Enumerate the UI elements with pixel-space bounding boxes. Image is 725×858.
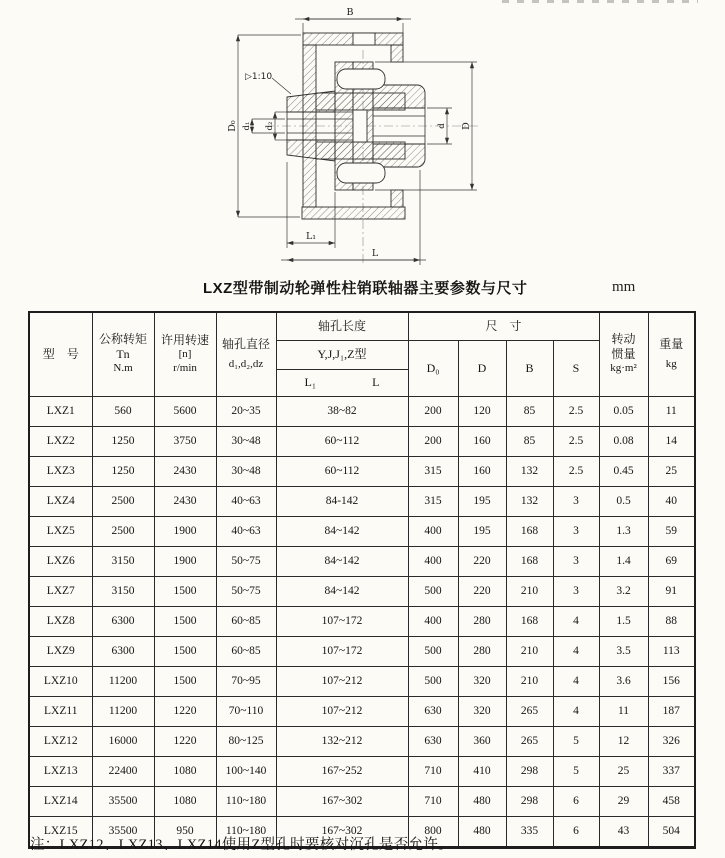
cell-B: 85 bbox=[506, 396, 553, 426]
cell-inertia: 3.6 bbox=[599, 666, 648, 696]
cell-speed: 2430 bbox=[154, 486, 216, 516]
cell-B: 335 bbox=[506, 816, 553, 847]
cell-D0: 400 bbox=[408, 606, 458, 636]
cell-torque: 3150 bbox=[92, 546, 154, 576]
cell-length: 167~302 bbox=[276, 786, 408, 816]
table-row bbox=[29, 456, 695, 486]
header-speed: 许用转速 [n] r/min bbox=[154, 312, 216, 396]
footnote: 注：LXZ12、LXZ13、LXZ14使用Z型孔时要核对沉孔是否允许。 bbox=[30, 837, 453, 853]
cell-bore: 50~75 bbox=[216, 576, 276, 606]
cell-D: 480 bbox=[458, 786, 506, 816]
cell-B: 298 bbox=[506, 756, 553, 786]
header-bore-length-types: Y,J,J₁,Z型 bbox=[276, 340, 408, 369]
table-row bbox=[29, 756, 695, 786]
elastic-pin-top bbox=[337, 69, 385, 89]
cell-bore: 40~63 bbox=[216, 486, 276, 516]
table-header bbox=[29, 312, 695, 396]
cell-D: 195 bbox=[458, 516, 506, 546]
cell-weight: 458 bbox=[648, 786, 695, 816]
cell-speed: 1500 bbox=[154, 576, 216, 606]
cell-torque: 22400 bbox=[92, 756, 154, 786]
table-row bbox=[29, 666, 695, 696]
cell-speed: 1500 bbox=[154, 606, 216, 636]
cell-D: 320 bbox=[458, 696, 506, 726]
cell-bore: 60~85 bbox=[216, 636, 276, 666]
table-row bbox=[29, 606, 695, 636]
cell-B: 210 bbox=[506, 666, 553, 696]
table-row bbox=[29, 576, 695, 606]
cell-speed: 1900 bbox=[154, 516, 216, 546]
cell-bore: 70~110 bbox=[216, 696, 276, 726]
cell-speed: 1500 bbox=[154, 636, 216, 666]
cell-model: LXZ11 bbox=[29, 696, 92, 726]
cell-weight: 69 bbox=[648, 546, 695, 576]
cell-weight: 88 bbox=[648, 606, 695, 636]
cell-speed: 3750 bbox=[154, 426, 216, 456]
coupling-cross-section-drawing bbox=[225, 0, 485, 272]
cell-B: 132 bbox=[506, 486, 553, 516]
cell-S: 4 bbox=[553, 666, 599, 696]
cell-inertia: 3.2 bbox=[599, 576, 648, 606]
cell-length: 132~212 bbox=[276, 726, 408, 756]
cell-D: 280 bbox=[458, 606, 506, 636]
cell-S: 3 bbox=[553, 486, 599, 516]
cell-D: 220 bbox=[458, 546, 506, 576]
cell-B: 265 bbox=[506, 726, 553, 756]
unit-label: mm bbox=[612, 279, 636, 295]
cell-inertia: 0.05 bbox=[599, 396, 648, 426]
table-row bbox=[29, 696, 695, 726]
cell-torque: 6300 bbox=[92, 606, 154, 636]
cell-D0: 710 bbox=[408, 756, 458, 786]
header-D: D bbox=[458, 340, 506, 396]
table-row bbox=[29, 786, 695, 816]
cell-S: 4 bbox=[553, 636, 599, 666]
cell-torque: 2500 bbox=[92, 516, 154, 546]
cell-inertia: 1.4 bbox=[599, 546, 648, 576]
header-L1-L bbox=[276, 369, 408, 396]
cell-length: 84~142 bbox=[276, 516, 408, 546]
dim-label-D0: D₀ bbox=[227, 120, 238, 132]
cell-model: LXZ3 bbox=[29, 456, 92, 486]
cell-B: 168 bbox=[506, 516, 553, 546]
cell-inertia: 29 bbox=[599, 786, 648, 816]
cell-D0: 500 bbox=[408, 576, 458, 606]
cell-bore: 110~180 bbox=[216, 786, 276, 816]
cell-D0: 400 bbox=[408, 546, 458, 576]
cell-inertia: 1.5 bbox=[599, 606, 648, 636]
cell-model: LXZ1 bbox=[29, 396, 92, 426]
taper-label: ▷1:10 bbox=[245, 72, 273, 82]
cell-weight: 25 bbox=[648, 456, 695, 486]
cell-D0: 500 bbox=[408, 636, 458, 666]
cell-length: 38~82 bbox=[276, 396, 408, 426]
header-B: B bbox=[506, 340, 553, 396]
cell-weight: 337 bbox=[648, 756, 695, 786]
cell-speed: 1080 bbox=[154, 756, 216, 786]
cell-inertia: 12 bbox=[599, 726, 648, 756]
cell-speed: 5600 bbox=[154, 396, 216, 426]
table-row bbox=[29, 546, 695, 576]
cell-B: 210 bbox=[506, 636, 553, 666]
cell-D: 480 bbox=[458, 816, 506, 847]
cell-model: LXZ9 bbox=[29, 636, 92, 666]
dim-label-d1: d₁ bbox=[242, 121, 252, 131]
table-row bbox=[29, 486, 695, 516]
cell-bore: 70~95 bbox=[216, 666, 276, 696]
cell-bore: 80~125 bbox=[216, 726, 276, 756]
cell-weight: 187 bbox=[648, 696, 695, 726]
cell-bore: 30~48 bbox=[216, 426, 276, 456]
cell-B: 298 bbox=[506, 786, 553, 816]
cell-D0: 315 bbox=[408, 456, 458, 486]
cell-torque: 560 bbox=[92, 396, 154, 426]
cell-S: 3 bbox=[553, 516, 599, 546]
header-model: 型 号 bbox=[29, 312, 92, 396]
cell-D0: 630 bbox=[408, 726, 458, 756]
cell-bore: 60~85 bbox=[216, 606, 276, 636]
cell-torque: 35500 bbox=[92, 816, 154, 847]
cell-model: LXZ8 bbox=[29, 606, 92, 636]
cell-B: 132 bbox=[506, 456, 553, 486]
header-L1: L₁ bbox=[304, 375, 317, 389]
dim-label-d: d bbox=[437, 123, 447, 129]
cell-torque: 11200 bbox=[92, 696, 154, 726]
elastic-pin-bottom bbox=[337, 163, 385, 183]
cell-weight: 91 bbox=[648, 576, 695, 606]
cell-inertia: 0.5 bbox=[599, 486, 648, 516]
cell-length: 60~112 bbox=[276, 456, 408, 486]
cell-weight: 156 bbox=[648, 666, 695, 696]
cell-speed: 1220 bbox=[154, 696, 216, 726]
cell-inertia: 3.5 bbox=[599, 636, 648, 666]
cell-D: 280 bbox=[458, 636, 506, 666]
cell-S: 2.5 bbox=[553, 426, 599, 456]
cell-D0: 630 bbox=[408, 696, 458, 726]
cell-weight: 113 bbox=[648, 636, 695, 666]
cell-speed: 1080 bbox=[154, 786, 216, 816]
cell-inertia: 43 bbox=[599, 816, 648, 847]
cell-length: 84~142 bbox=[276, 546, 408, 576]
cell-length: 167~252 bbox=[276, 756, 408, 786]
cell-S: 2.5 bbox=[553, 396, 599, 426]
cell-model: LXZ13 bbox=[29, 756, 92, 786]
cell-model: LXZ10 bbox=[29, 666, 92, 696]
header-L: L bbox=[372, 375, 380, 389]
cropped-text-artifact bbox=[502, 0, 698, 3]
cell-length: 107~172 bbox=[276, 606, 408, 636]
cell-D0: 800 bbox=[408, 816, 458, 847]
cell-speed: 1220 bbox=[154, 726, 216, 756]
cell-torque: 1250 bbox=[92, 426, 154, 456]
cell-length: 60~112 bbox=[276, 426, 408, 456]
cell-B: 168 bbox=[506, 546, 553, 576]
cell-D: 160 bbox=[458, 456, 506, 486]
cell-torque: 2500 bbox=[92, 486, 154, 516]
cell-length: 84-142 bbox=[276, 486, 408, 516]
cell-S: 6 bbox=[553, 786, 599, 816]
cell-torque: 11200 bbox=[92, 666, 154, 696]
dim-label-L: L bbox=[371, 248, 379, 259]
cell-model: LXZ2 bbox=[29, 426, 92, 456]
cell-torque: 1250 bbox=[92, 456, 154, 486]
cell-model: LXZ12 bbox=[29, 726, 92, 756]
cell-model: LXZ7 bbox=[29, 576, 92, 606]
cell-D: 360 bbox=[458, 726, 506, 756]
cell-torque: 6300 bbox=[92, 636, 154, 666]
cell-D0: 710 bbox=[408, 786, 458, 816]
cell-B: 168 bbox=[506, 606, 553, 636]
cell-model: LXZ6 bbox=[29, 546, 92, 576]
header-bore: 轴孔直径 d₁,d₂,dz bbox=[216, 312, 276, 396]
cell-B: 210 bbox=[506, 576, 553, 606]
cell-bore: 20~35 bbox=[216, 396, 276, 426]
cell-length: 107~212 bbox=[276, 696, 408, 726]
cell-torque: 3150 bbox=[92, 576, 154, 606]
dim-label-B: B bbox=[346, 7, 354, 18]
cell-weight: 40 bbox=[648, 486, 695, 516]
cell-weight: 59 bbox=[648, 516, 695, 546]
cell-weight: 504 bbox=[648, 816, 695, 847]
cell-speed: 2430 bbox=[154, 456, 216, 486]
dim-label-D: D bbox=[461, 122, 472, 130]
table-row bbox=[29, 516, 695, 546]
header-S: S bbox=[553, 340, 599, 396]
dim-label-d2: d₂ bbox=[265, 121, 275, 131]
cell-bore: 110~180 bbox=[216, 816, 276, 847]
cell-D: 120 bbox=[458, 396, 506, 426]
cell-inertia: 0.08 bbox=[599, 426, 648, 456]
parameters-table bbox=[28, 311, 696, 849]
cell-length: 107~212 bbox=[276, 666, 408, 696]
cell-D0: 200 bbox=[408, 396, 458, 426]
cell-B: 85 bbox=[506, 426, 553, 456]
cell-model: LXZ4 bbox=[29, 486, 92, 516]
cell-D: 320 bbox=[458, 666, 506, 696]
cell-S: 6 bbox=[553, 816, 599, 847]
page-title: LXZ型带制动轮弹性柱销联轴器主要参数与尺寸 bbox=[203, 280, 528, 297]
cell-inertia: 11 bbox=[599, 696, 648, 726]
cell-S: 5 bbox=[553, 756, 599, 786]
cell-bore: 100~140 bbox=[216, 756, 276, 786]
table-row bbox=[29, 426, 695, 456]
cell-model: LXZ5 bbox=[29, 516, 92, 546]
cell-D0: 315 bbox=[408, 486, 458, 516]
cell-D0: 400 bbox=[408, 516, 458, 546]
cell-S: 5 bbox=[553, 726, 599, 756]
header-size: 尺 寸 bbox=[408, 312, 599, 340]
cell-S: 4 bbox=[553, 696, 599, 726]
header-D0: D₀ bbox=[408, 340, 458, 396]
cell-D: 220 bbox=[458, 576, 506, 606]
cell-length: 167~302 bbox=[276, 816, 408, 847]
cell-speed: 950 bbox=[154, 816, 216, 847]
cell-bore: 30~48 bbox=[216, 456, 276, 486]
cell-model: LXZ15 bbox=[29, 816, 92, 847]
cell-bore: 40~63 bbox=[216, 516, 276, 546]
cell-length: 84~142 bbox=[276, 576, 408, 606]
cell-weight: 326 bbox=[648, 726, 695, 756]
cell-S: 4 bbox=[553, 606, 599, 636]
cell-speed: 1500 bbox=[154, 666, 216, 696]
table-row bbox=[29, 396, 695, 426]
cell-S: 2.5 bbox=[553, 456, 599, 486]
header-inertia: 转动 惯量 kg·m² bbox=[599, 312, 648, 396]
cell-length: 107~172 bbox=[276, 636, 408, 666]
cell-torque: 16000 bbox=[92, 726, 154, 756]
cell-D0: 500 bbox=[408, 666, 458, 696]
cell-inertia: 0.45 bbox=[599, 456, 648, 486]
cell-D: 195 bbox=[458, 486, 506, 516]
cell-inertia: 25 bbox=[599, 756, 648, 786]
cell-model: LXZ14 bbox=[29, 786, 92, 816]
cell-S: 3 bbox=[553, 546, 599, 576]
cell-S: 3 bbox=[553, 576, 599, 606]
cell-bore: 50~75 bbox=[216, 546, 276, 576]
cell-D0: 200 bbox=[408, 426, 458, 456]
header-weight: 重量 kg bbox=[648, 312, 695, 396]
cell-weight: 14 bbox=[648, 426, 695, 456]
table-row bbox=[29, 636, 695, 666]
header-bore-length: 轴孔长度 bbox=[276, 312, 408, 340]
header-torque: 公称转矩Tn N.m bbox=[92, 312, 154, 396]
cell-inertia: 1.3 bbox=[599, 516, 648, 546]
cell-D: 160 bbox=[458, 426, 506, 456]
cell-B: 265 bbox=[506, 696, 553, 726]
cell-D: 410 bbox=[458, 756, 506, 786]
cell-speed: 1900 bbox=[154, 546, 216, 576]
dim-label-L1: L₁ bbox=[305, 231, 317, 242]
cell-weight: 11 bbox=[648, 396, 695, 426]
cell-torque: 35500 bbox=[92, 786, 154, 816]
table-row bbox=[29, 726, 695, 756]
table-body bbox=[29, 396, 695, 847]
